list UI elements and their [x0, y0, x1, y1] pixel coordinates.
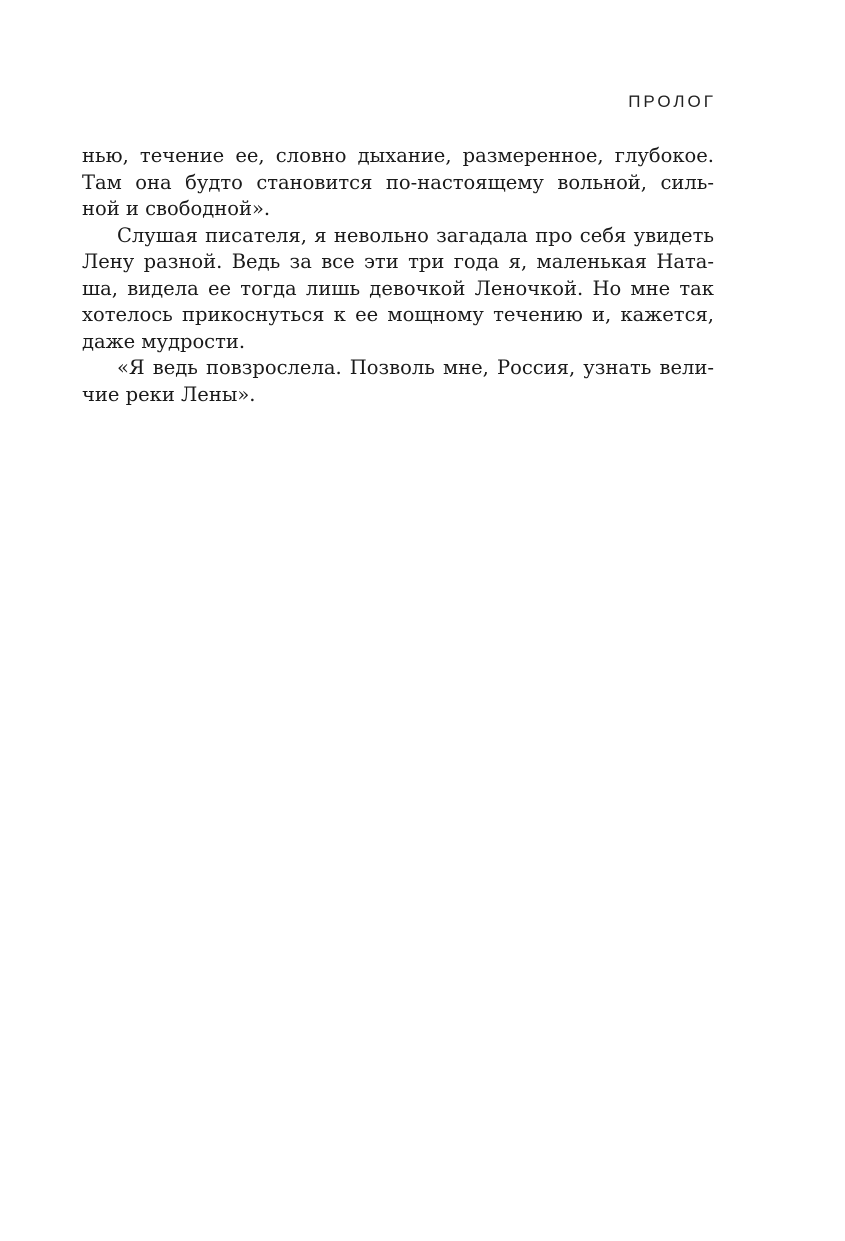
paragraph-3 [82, 355, 714, 408]
text-line: хотелось прикоснуться к ее мощному течению и, кажется, [82, 303, 714, 326]
text-line: Слушая писателя, я невольно загадала про себя увидеть [117, 223, 714, 247]
text-line: «Я ведь повзрослела. Позволь мне, Россия, узнать вели- [117, 356, 714, 379]
page-body-text [82, 143, 714, 408]
text-line: ша, видела ее тогда лишь девочкой Леночкой. Но мне так [82, 276, 714, 300]
text-line: чие реки Лены». [82, 382, 256, 406]
running-head-title: ПРОЛОГ [628, 92, 716, 111]
text-line: даже мудрости. [82, 329, 246, 353]
text-line: нью, течение ее, словно дыхание, размеренное, глубокое. [82, 144, 714, 167]
text-line: Лену разной. Ведь за все эти три года я, маленькая Ната- [82, 250, 714, 273]
paragraph-2 [82, 223, 714, 356]
paragraph-1 [82, 143, 714, 223]
text-line: ной и свободной». [82, 197, 271, 220]
text-line: Там она будто становится по-настоящему вольной, силь- [82, 170, 714, 194]
